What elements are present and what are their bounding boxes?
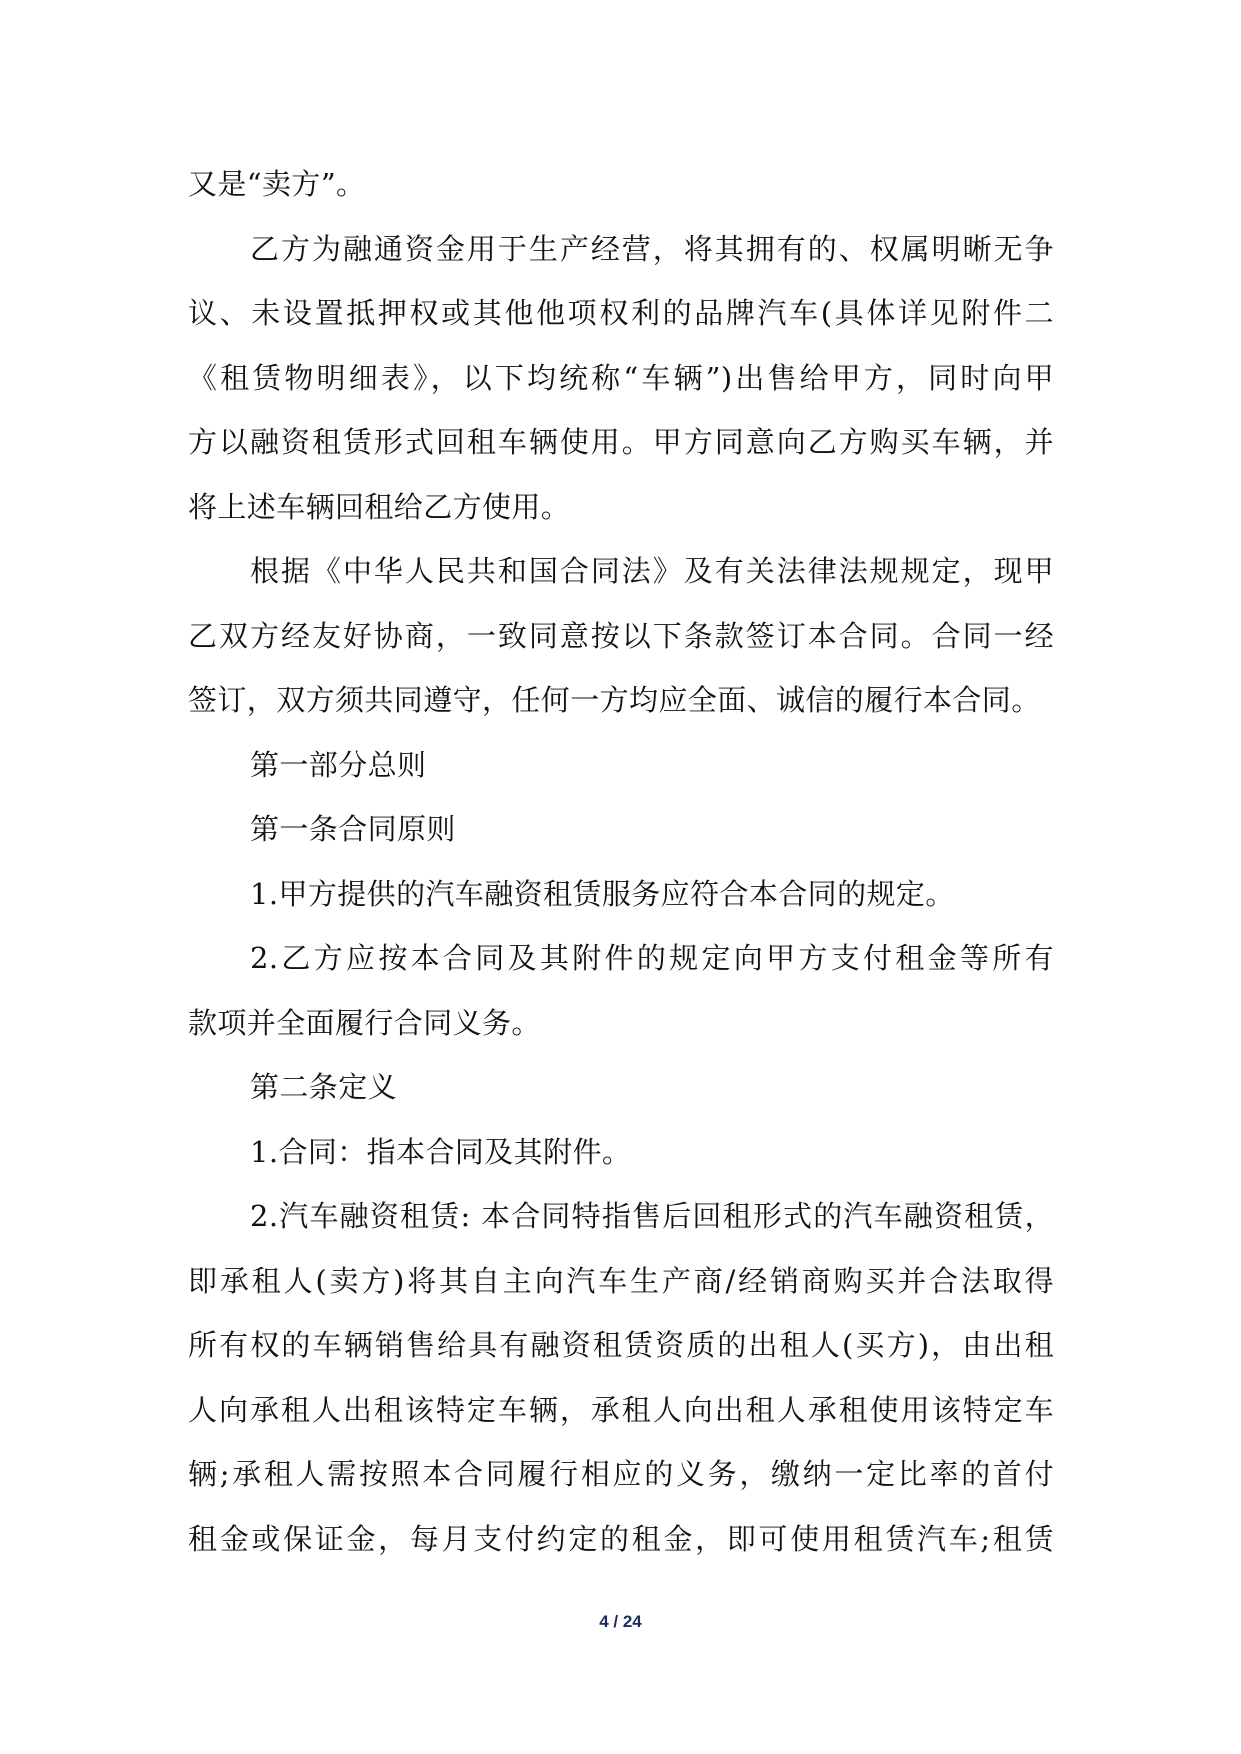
text-line: 所有权的车辆销售给具有融资租赁资质的出租人(买方)，由出租	[188, 1328, 1054, 1362]
text-line: 2.汽车融资租赁: 本合同特指售后回租形式的汽车融资租赁，	[250, 1199, 1054, 1233]
text-line: 又是“卖方”。	[188, 167, 366, 201]
text-line: 乙双方经友好协商，一致同意按以下条款签订本合同。合同一经	[188, 618, 1054, 653]
text-line: 款项并全面履行合同义务。	[188, 1005, 541, 1040]
text-line: 议、未设置抵押权或其他他项权利的品牌汽车(具体详见附件二	[188, 296, 1054, 330]
text-line: 1.合同：指本合同及其附件。	[250, 1134, 632, 1169]
text-line: 方以融资租赁形式回租车辆使用。甲方同意向乙方购买车辆，并	[188, 425, 1054, 459]
text-line: 根据《中华人民共和国合同法》及有关法律法规规定，现甲	[250, 554, 1054, 588]
text-line: 将上述车辆回租给乙方使用。	[188, 489, 571, 524]
text-line: 人向承租人出租该特定车辆，承租人向出租人承租使用该特定车	[188, 1392, 1054, 1427]
text-line: 辆;承租人需按照本合同履行相应的义务，缴纳一定比率的首付	[188, 1457, 1054, 1491]
document-body	[188, 152, 1054, 1571]
text-line: 乙方为融通资金用于生产经营，将其拥有的、权属明晰无争	[250, 231, 1054, 266]
text-line: 1.甲方提供的汽车融资租赁服务应符合本合同的规定。	[250, 876, 955, 911]
text-line: 租金或保证金，每月支付约定的租金，即可使用租赁汽车;租赁	[188, 1521, 1054, 1556]
text-line: 2.乙方应按本合同及其附件的规定向甲方支付租金等所有	[250, 941, 1054, 975]
article-heading: 第一条合同原则	[250, 812, 456, 846]
page-number: 4 / 24	[599, 1612, 642, 1631]
text-line: 即承租人(卖方)将其自主向汽车生产商/经销商购买并合法取得	[188, 1263, 1054, 1298]
text-line: 签订，双方须共同遵守，任何一方均应全面、诚信的履行本合同。	[188, 683, 1041, 717]
section-heading: 第一部分总则	[250, 747, 427, 782]
text-line: 《租赁物明细表》，以下均统称“车辆”)出售给甲方，同时向甲	[188, 360, 1054, 395]
article-heading: 第二条定义	[250, 1070, 398, 1104]
